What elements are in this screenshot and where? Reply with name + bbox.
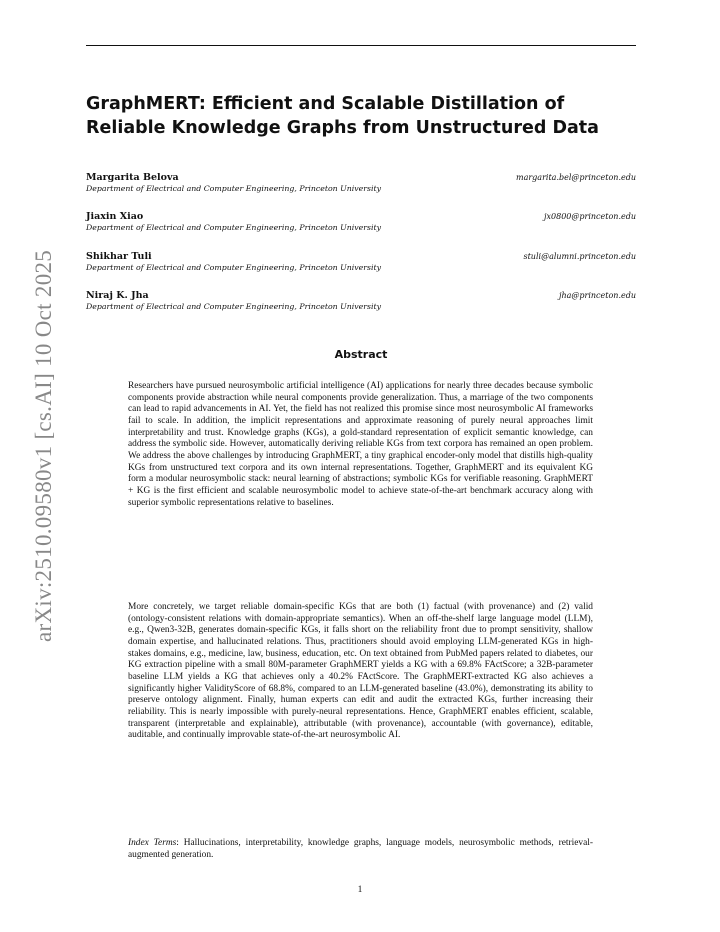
author-affiliation: Department of Electrical and Computer Engineering, Princeton University (86, 263, 382, 272)
author-affiliation: Department of Electrical and Computer Engineering, Princeton University (86, 184, 382, 193)
abstract-paragraph-1: Researchers have pursued neurosymbolic artificial intelligence (AI) applications for nearly three decades because symbolic components provide abstraction while neural components provide generalization. Thus, a marriage of the two components can lead to rapid advancements in AI. Yet, the field has not realized this promise since most neurosymbolic AI frameworks fail to scale. In addition, the implicit representations and approximate reasoning of purely neural approaches limit interpretability and trust. Knowledge graphs (KGs), a gold-standard representation of explicit semantic knowledge, can address the symbolic side. However, automatically deriving reliable KGs from text corpora has remained an open problem. We address the above challenges by introducing GraphMERT, a tiny graphical encoder-only model that distills high-quality KGs from unstructured text corpora and its own internal representations. Together, GraphMERT and its equivalent KG form a modular neurosymbolic stack: neural learning of abstractions; symbolic KGs for verifiable reasoning. GraphMERT + KG is the first efficient and scalable neurosymbolic model to achieve state-of-the-art benchmark accuracy along with superior symbolic representations relative to baselines. (128, 381, 593, 508)
paper-title: GraphMERT: Efficient and Scalable Distillation of Reliable Knowledge Graphs from Unstructured Data (86, 94, 599, 138)
author-email[interactable]: margarita.bel@princeton.edu (516, 173, 636, 182)
author-email[interactable]: jha@princeton.edu (558, 291, 636, 300)
author-block (86, 290, 636, 312)
author-name: Margarita Belova (86, 172, 179, 183)
author-block (86, 211, 636, 233)
author-name: Jiaxin Xiao (86, 211, 144, 222)
index-terms-text: : Hallucinations, interpretability, knowledge graphs, language models, neurosymbolic methods, retrieval-augmented generation. (128, 838, 593, 860)
page-number: 1 (357, 885, 363, 895)
author-affiliation: Department of Electrical and Computer Engineering, Princeton University (86, 302, 382, 311)
author-name: Shikhar Tuli (86, 251, 152, 262)
abstract-heading: Abstract (334, 348, 388, 361)
author-email[interactable]: jx0800@princeton.edu (544, 212, 636, 221)
author-name: Niraj K. Jha (86, 290, 149, 301)
author-block (86, 172, 636, 194)
index-terms-label: Index Terms (128, 838, 177, 848)
arxiv-identifier[interactable]: arXiv:2510.09580v1 [cs.AI] 10 Oct 2025 (31, 249, 56, 642)
author-block (86, 251, 636, 273)
author-email[interactable]: stuli@alumni.princeton.edu (523, 252, 636, 261)
index-terms (128, 838, 593, 861)
abstract-paragraph-2: More concretely, we target reliable domain-specific KGs that are both (1) factual (with provenance) and (2) valid (ontology-consistent relations with domain-appropriate semantics). When an off-the-shelf large language model (LLM), e.g., Qwen3-32B, generates domain-specific KGs, it falls short on the reliability front due to prompt sensitivity, shallow domain expertise, and hallucinated relations. Thus, practitioners should avoid employing LLM-generated KGs in high-stakes domains, e.g., medicine, law, business, education, etc. On text obtained from PubMed papers related to diabetes, our KG extraction pipeline with a small 80M-parameter GraphMERT yields a KG with a 69.8% FActScore; a 32B-parameter baseline LLM yields a KG that achieves only a 40.2% FActScore. The GraphMERT-extracted KG also achieves a significantly higher ValidityScore of 68.8%, compared to an LLM-generated baseline (43.0%), demonstrating its ability to preserve ontology alignment. Finally, human experts can edit and audit the extracted KGs, further increasing their reliability. This is nearly impossible with purely-neural representations. Hence, GraphMERT enables efficient, scalable, transparent (interpretable and explainable), attributable (with provenance), accountable (with governance), editable, auditable, and continually improvable state-of-the-art neurosymbolic AI. (128, 602, 593, 741)
top-rule (86, 45, 636, 46)
author-affiliation: Department of Electrical and Computer Engineering, Princeton University (86, 223, 382, 232)
